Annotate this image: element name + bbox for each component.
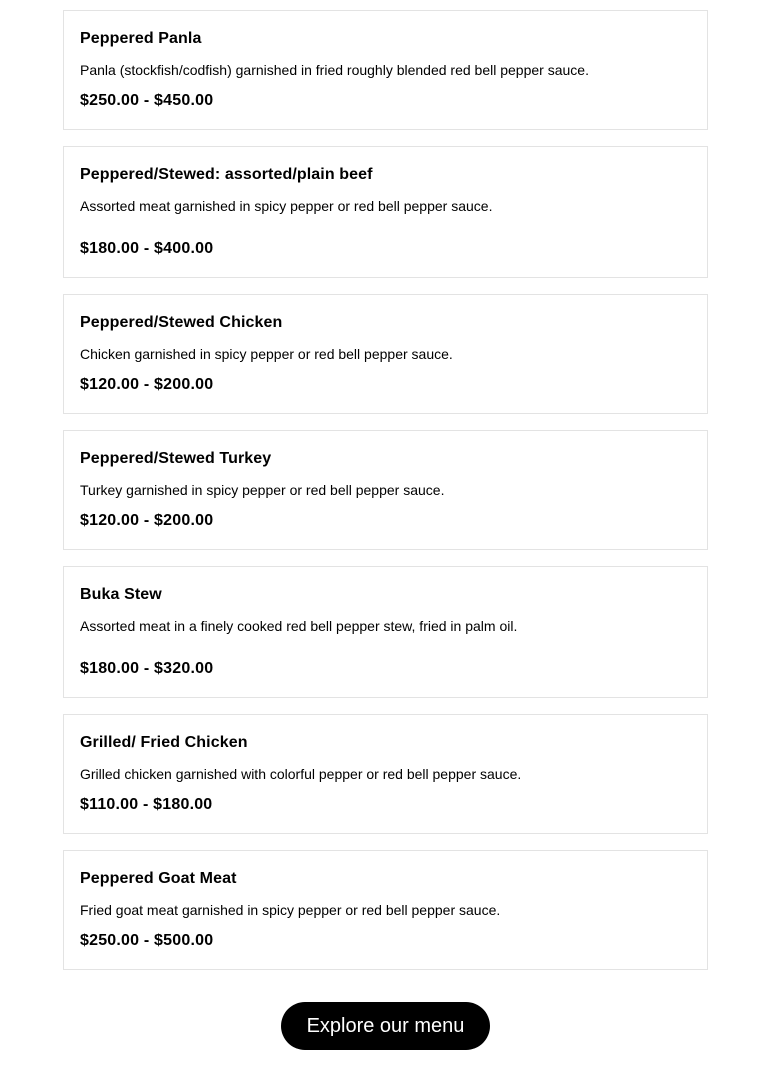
menu-item-description: Assorted meat in a finely cooked red bell pepper stew, fried in palm oil. xyxy=(80,618,518,634)
menu-item-price: $250.00 - $450.00 xyxy=(80,92,214,109)
menu-item-name: Peppered Goat Meat xyxy=(80,870,237,887)
menu-item-name: Peppered/Stewed Turkey xyxy=(80,450,272,467)
menu-item-name: Peppered/Stewed: assorted/plain beef xyxy=(80,166,373,183)
explore-menu-button[interactable]: Explore our menu xyxy=(281,1002,490,1050)
menu-item-name: Peppered/Stewed Chicken xyxy=(80,314,283,331)
menu-item-price: $110.00 - $180.00 xyxy=(80,796,213,813)
menu-item-card xyxy=(63,430,708,550)
menu-item-card xyxy=(63,714,708,834)
menu-item-price: $180.00 - $320.00 xyxy=(80,660,214,677)
menu-item-description: Turkey garnished in spicy pepper or red bell pepper sauce. xyxy=(80,482,445,498)
menu-item-description: Grilled chicken garnished with colorful pepper or red bell pepper sauce. xyxy=(80,766,522,782)
menu-item-name: Peppered Panla xyxy=(80,30,202,47)
menu-item-card xyxy=(63,566,708,698)
menu-item-name: Grilled/ Fried Chicken xyxy=(80,734,248,751)
menu-item-card xyxy=(63,10,708,130)
menu-item-description: Panla (stockfish/codfish) garnished in fried roughly blended red bell pepper sauce. xyxy=(80,62,589,78)
menu-item-description: Assorted meat garnished in spicy pepper or red bell pepper sauce. xyxy=(80,198,493,214)
menu-item-description: Fried goat meat garnished in spicy pepper or red bell pepper sauce. xyxy=(80,902,501,918)
menu-list xyxy=(63,10,708,986)
menu-item-card xyxy=(63,146,708,278)
menu-item-name: Buka Stew xyxy=(80,586,162,603)
menu-item-price: $120.00 - $200.00 xyxy=(80,376,214,393)
menu-item-price: $180.00 - $400.00 xyxy=(80,240,214,257)
menu-item-price: $250.00 - $500.00 xyxy=(80,932,214,949)
menu-item-description: Chicken garnished in spicy pepper or red bell pepper sauce. xyxy=(80,346,453,362)
menu-item-price: $120.00 - $200.00 xyxy=(80,512,214,529)
menu-item-card xyxy=(63,850,708,970)
menu-item-card xyxy=(63,294,708,414)
